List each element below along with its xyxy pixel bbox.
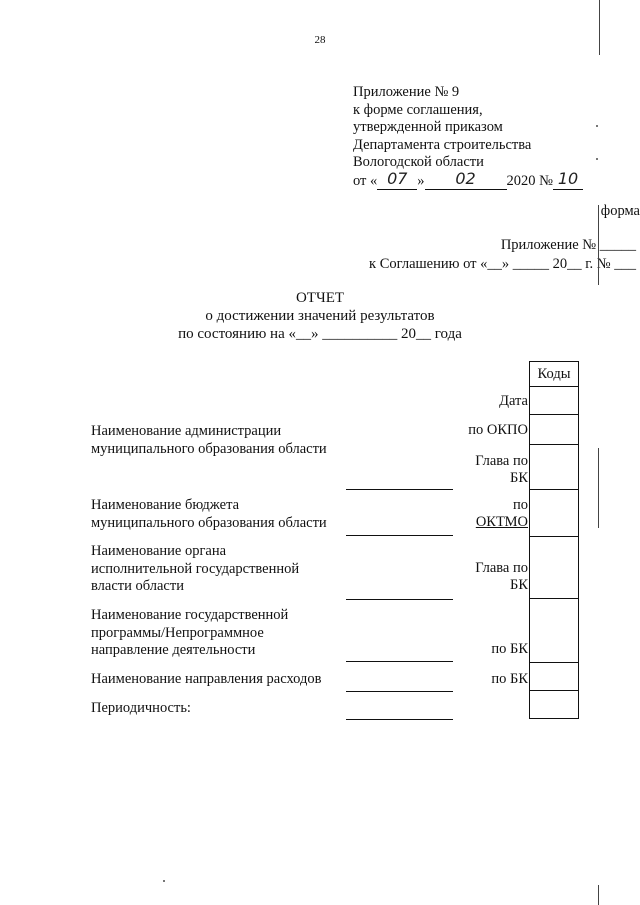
agreement-appendix-line: Приложение № _____ bbox=[500, 237, 636, 253]
date-label: Дата bbox=[499, 393, 528, 409]
organ-name-label: Наименование органа исполнительной государственной власти области bbox=[91, 543, 300, 594]
fill-line bbox=[346, 489, 453, 490]
po-bk-label: по БК bbox=[491, 641, 528, 657]
codes-header: Коды bbox=[530, 362, 579, 387]
appendix-line: Приложение № 9 bbox=[353, 84, 460, 100]
code-cell-program bbox=[530, 599, 579, 663]
code-cell-oktmo bbox=[530, 490, 579, 537]
fill-line bbox=[346, 719, 453, 720]
handwritten-day: 07 bbox=[377, 172, 417, 190]
okpo-label: по ОКПО bbox=[468, 422, 528, 438]
budget-name-label: Наименование бюджета муниципального образования области bbox=[91, 497, 327, 531]
form-label: форма bbox=[600, 203, 640, 219]
code-cell-okpo bbox=[530, 415, 579, 445]
direction-label: Наименование направления расходов bbox=[91, 671, 322, 687]
program-name-label: Наименование государственной программы/Непрограммное направление деятельности bbox=[91, 607, 289, 658]
page-number: 28 bbox=[314, 34, 326, 46]
appendix-line: Департамента строительства bbox=[353, 136, 532, 153]
codes-table bbox=[529, 361, 579, 719]
fill-line bbox=[346, 661, 453, 662]
code-cell-glava-bk-2 bbox=[530, 537, 579, 599]
scan-edge-mark bbox=[598, 205, 599, 285]
scan-edge-mark bbox=[598, 885, 599, 905]
handwritten-month: 02 bbox=[425, 172, 507, 190]
periodicity-label: Периодичность: bbox=[91, 700, 191, 716]
date-prefix: от « bbox=[353, 172, 378, 189]
fill-line bbox=[346, 535, 453, 536]
scan-speck bbox=[596, 125, 598, 127]
scan-edge-mark bbox=[598, 448, 599, 528]
scan-edge-mark bbox=[599, 0, 600, 55]
admin-name-label: Наименование администрации муниципального образования области bbox=[91, 423, 327, 457]
po-bk-label: по БК bbox=[491, 671, 528, 687]
date-close: » bbox=[417, 172, 425, 189]
agreement-date-line: к Соглашению от «__» _____ 20__ г. № ___ bbox=[369, 256, 636, 272]
year-number-label: 2020 № bbox=[506, 172, 553, 189]
report-title: ОТЧЕТ bbox=[295, 290, 345, 306]
fill-line bbox=[346, 691, 453, 692]
glava-bk-label: Глава по БК bbox=[475, 560, 528, 593]
appendix-line: к форме соглашения, bbox=[353, 101, 483, 118]
oktmo-label: по ОКТМО bbox=[475, 497, 528, 530]
glava-bk-label: Глава по БК bbox=[475, 453, 528, 486]
appendix-line: Вологодской области bbox=[353, 154, 484, 170]
code-cell-periodicity bbox=[530, 691, 579, 719]
report-as-of: по состоянию на «__» __________ 20__ года bbox=[178, 326, 462, 342]
handwritten-number: 10 bbox=[553, 172, 583, 190]
report-subtitle: о достижении значений результатов bbox=[205, 308, 435, 324]
order-date-line bbox=[353, 168, 583, 191]
code-cell-glava-bk-1 bbox=[530, 445, 579, 490]
report-title-block bbox=[0, 289, 640, 343]
appendix-line: утвержденной приказом bbox=[353, 119, 503, 135]
scan-speck bbox=[163, 880, 165, 882]
appendix-block bbox=[353, 84, 583, 190]
scan-speck bbox=[596, 158, 598, 160]
fill-line bbox=[346, 599, 453, 600]
code-cell-date bbox=[530, 387, 579, 415]
code-cell-direction bbox=[530, 663, 579, 691]
